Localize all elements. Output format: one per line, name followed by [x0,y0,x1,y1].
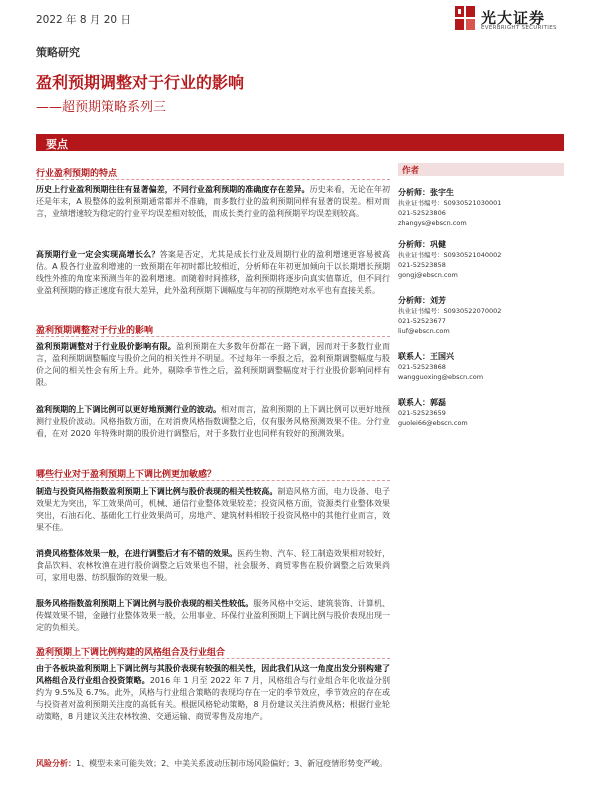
section-title: 哪些行业对于盈利预期上下调比例更加敏感？ [36,470,217,480]
paragraph: 由于各板块盈利预期上下调比例与其股价表现有较强的相关性，因此我们从这一角度出发分别构建了风格组合及行业组合投资策略。2016 年 1 月至 2022 年 7 月，风格组合与行业组合年化收益分别约为 9.5%及 6.7%。此外，风格与行业组合策略的表现均存在一定的季节效应，季节效应的存在或与投资者对盈利预期关注度的高低有关。根据风格轮动策略，8 月份建议关注消费风格；根据行业轮动策略，8 月建议关注农林牧渔、交通运输、商贸零售及房地产。 [36,664,390,721]
paragraph: 盈利预期的上下调比例可以更好地预测行业的波动。相对而言，盈利预期的上下调比例可以更好地预测行业股价波动。风格指数方面，在对消费风格指数调整之后，仅有服务风格预测效果不佳。分行业看，在对 2020 年特殊时期的股价进行调整后，对于多数行业也同样有较好的预测效果。 [36,405,391,438]
analyst-card: 分析师：巩健 执业证书编号：S0930521040002 021-52523858 gongj@ebscn.com [398,240,564,280]
report-subtitle: ——超预期策略系列三 [36,100,167,115]
analyst-email[interactable]: liuf@ebscn.com [398,327,450,335]
paragraph: 消费风格整体效果一般，在进行调整后才有不错的效果。医药生物、汽车、轻工制造效果相对较好，食品饮料、农林牧渔在进行股价调整之后效果也不错，社会服务、商贸零售在股价调整之后效果尚可，家用电器、纺织服饰的效果一般。 [36,549,391,582]
analyst-card: 分析师：张宇生 执业证书编号：S0930521030001 021-52523806 zhangys@ebscn.com [398,188,564,228]
brand-name-cn: 光大证券 [481,9,546,27]
paragraph: 制造与投资风格指数盈利预期上下调比例与股价表现的相关性较高。制造风格方面，电力设备、电子效果尤为突出，军工效果尚可，机械、通信行业整体效果较差；投资风格方面，资源类行业整体效果突出，石油石化、基础化工行业效果尚可，房地产、建筑材料相较于投资风格中的其他行业而言，效果不佳。 [36,487,391,532]
section-divider [36,336,390,337]
report-title: 盈利预期调整对于行业的影响 [36,73,245,92]
everbright-logo-icon [455,6,475,30]
section-title: 行业盈利预期的特点 [36,169,118,179]
section-title: 盈利预期调整对于行业的影响 [36,326,154,336]
brand-logo [455,6,585,34]
contact-card: 联系人：郭磊 021-52523659 guolei66@ebscn.com [398,398,564,428]
paragraph: 盈利预期调整对于行业股价影响有限。盈利预期在大多数年份都在一路下调，因而对于多数行业而言，盈利预期调整幅度与股价之间的相关性并不明显。不过每年一季报之后，盈利预期调整幅度与股价之间的相关性会有所上升。此外，剔除季节性之后，盈利预期调整幅度对于行业股价影响同样有限。 [36,342,390,387]
contact-email[interactable]: wangguoxing@ebscn.com [398,373,484,381]
paragraph: 历史上行业盈利预期往往有显著偏差，不同行业盈利预期的准确度存在差异。历史来看，无论在年初还是年末，A 股整体的盈利预期通常都并不准确，而多数行业的盈利预期同样有显著的误差。相对而言，业绩增速较为稳定的行业平均误差相对较低，而成长类行业的盈利预期平均误差则较高。 [36,185,390,218]
report-category: 策略研究 [36,46,80,59]
author-header: 作者 [398,163,564,176]
brand-name-en: EVERBRIGHT SECURITIES [481,25,557,31]
risk-analysis: 风险分析：1、模型未来可能失效；2、中美关系波动压制市场风险偏好；3、新冠疫情形势变严峻。 [36,759,388,768]
analyst-email[interactable]: gongj@ebscn.com [398,271,458,279]
paragraph: 服务风格指数盈利预期上下调比例与股价表现的相关性较低。服务风格中交运、建筑装饰、计算机、传媒效果不错，金融行业整体效果一般，公用事业、环保行业盈利预期上下调比例与股价表现出现一定的负相关。 [36,599,391,632]
section-divider [36,179,390,180]
paragraph: 高预期行业一定会实现高增长么？答案是否定，尤其是成长行业及周期行业的盈利增速更容易被高估。A 股各行业盈利增速的一致预期在年初时都比较相近，分析师在年初更加倾向于以长期增长预期线性外推的角度来预测当年的盈利增速。而随着时间推移，盈利预期将逐步向真实值靠近，但不同行业盈利预期的修正速度有很大差异，此外盈利预期下调幅度与年初的预期绝对水平也有直接关系。 [36,250,391,295]
section-title: 盈利预期上下调比例构建的风格组合及行业组合 [36,648,226,658]
analyst-email[interactable]: zhangys@ebscn.com [398,219,467,227]
analyst-card: 分析师：刘芳 执业证书编号：S0930522070002 021-52523677 liuf@ebscn.com [398,296,564,336]
report-date: 2022 年 8 月 20 日 [36,14,131,26]
section-divider [36,480,390,481]
section-bar [36,134,564,151]
section-divider [36,658,390,659]
contact-card: 联系人：王国兴 021-52523868 wangguoxing@ebscn.com [398,352,564,382]
section-bar-label: 要点 [46,138,68,151]
contact-email[interactable]: guolei66@ebscn.com [398,419,468,427]
